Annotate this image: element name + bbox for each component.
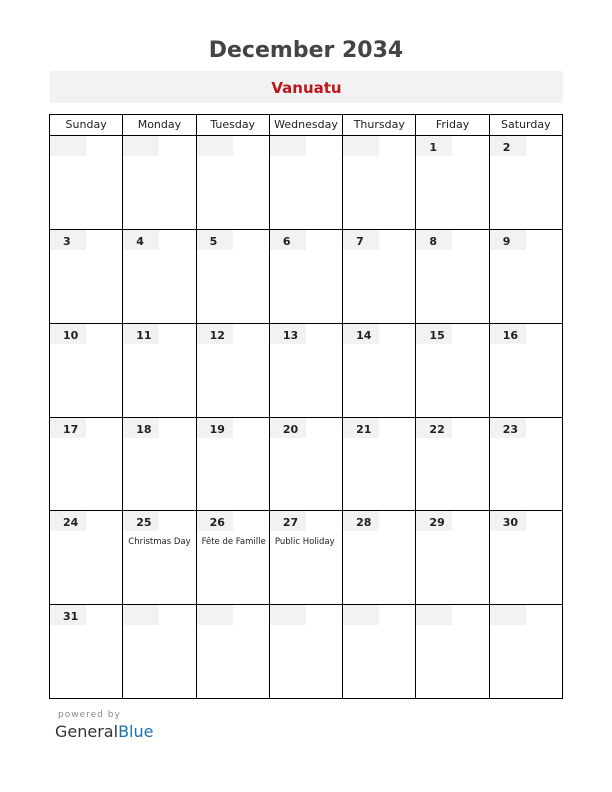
country-banner [50,71,563,103]
day-cell[interactable] [343,324,416,418]
logo-blue-text: Blue [118,722,154,741]
day-cell[interactable] [343,418,416,512]
day-cell[interactable] [50,511,123,605]
day-cell[interactable] [343,605,416,699]
day-number: 22 [429,422,445,436]
day-number: 17 [63,422,79,436]
day-number-box [50,136,86,156]
day-number-box [123,136,159,156]
day-number: 29 [429,516,445,530]
day-number-box [197,605,233,625]
day-cell[interactable] [270,605,343,699]
holiday-label: Christmas Day [128,537,191,548]
day-cell[interactable] [50,605,123,699]
day-number-box [270,136,306,156]
day-cell[interactable] [416,136,489,230]
calendar-grid [49,114,563,699]
day-cell[interactable] [416,230,489,324]
day-number: 9 [502,234,511,248]
holiday-label: Public Holiday [274,537,335,548]
day-number: 14 [356,328,372,342]
day-cell[interactable] [416,511,489,605]
day-cell[interactable] [270,324,343,418]
day-number: 6 [282,234,291,248]
weekday-header-wednesday: Wednesday [270,115,343,136]
day-number: 23 [502,422,519,436]
day-number: 16 [502,328,519,342]
day-number-box [343,136,379,156]
day-cell[interactable] [123,136,196,230]
day-number-box [270,605,306,625]
day-number: 15 [429,328,445,342]
day-cell[interactable] [416,605,489,699]
weekday-header-monday: Monday [123,115,196,136]
day-cell[interactable] [50,230,123,324]
day-number: 31 [63,610,79,624]
day-cell[interactable] [490,230,563,324]
day-number: 12 [209,328,225,342]
day-cell[interactable] [490,511,563,605]
day-cell[interactable] [270,230,343,324]
day-cell[interactable] [197,324,270,418]
day-number: 18 [136,422,152,436]
powered-by-label: powered by [58,710,121,720]
day-cell[interactable] [343,230,416,324]
day-cell[interactable] [123,605,196,699]
day-cell[interactable] [197,136,270,230]
country-name: Vanuatu [271,79,342,97]
day-number-box [123,605,159,625]
day-cell[interactable] [490,324,563,418]
day-cell[interactable] [197,605,270,699]
day-number: 26 [209,516,225,530]
day-number: 20 [282,422,299,436]
logo-general-text: General [55,722,119,741]
day-number: 27 [282,516,299,530]
day-number-box [343,605,379,625]
day-cell[interactable] [490,418,563,512]
day-cell[interactable] [343,511,416,605]
day-cell[interactable] [123,324,196,418]
weekday-header-tuesday: Tuesday [197,115,270,136]
weekday-header-saturday: Saturday [490,115,563,136]
day-number: 28 [356,516,372,530]
day-number: 2 [502,141,511,154]
day-number: 19 [209,422,225,436]
day-cell[interactable] [50,418,123,512]
day-cell[interactable] [416,418,489,512]
day-cell[interactable] [270,418,343,512]
day-number: 13 [282,328,299,342]
day-number: 7 [356,234,364,248]
day-number-box [416,605,452,625]
day-cell[interactable] [270,511,343,605]
day-cell[interactable] [50,136,123,230]
day-number-box [490,605,526,625]
day-cell[interactable] [123,418,196,512]
day-number: 1 [429,141,438,154]
calendar-title: December 2034 [208,38,404,63]
weekday-header-sunday: Sunday [50,115,123,136]
day-cell[interactable] [197,230,270,324]
weekday-header-friday: Friday [416,115,489,136]
day-cell[interactable] [197,418,270,512]
day-number: 8 [429,234,438,248]
day-cell[interactable] [490,136,563,230]
day-number: 21 [356,422,372,436]
day-number: 3 [63,234,71,248]
day-number: 25 [136,516,152,530]
day-cell[interactable] [123,230,196,324]
day-number-box [197,136,233,156]
day-number: 11 [136,328,152,342]
day-cell[interactable] [123,511,196,605]
weekday-header-thursday: Thursday [343,115,416,136]
day-cell[interactable] [490,605,563,699]
day-cell[interactable] [416,324,489,418]
day-number: 5 [209,234,218,248]
day-cell[interactable] [270,136,343,230]
day-cell[interactable] [343,136,416,230]
day-number: 24 [63,516,79,530]
day-number: 10 [63,328,79,342]
generalblue-logo[interactable] [55,722,153,741]
day-number: 4 [136,234,144,248]
holiday-label: Fête de Famille [201,537,266,548]
day-number: 30 [502,516,519,530]
day-cell[interactable] [50,324,123,418]
day-cell[interactable] [197,511,270,605]
